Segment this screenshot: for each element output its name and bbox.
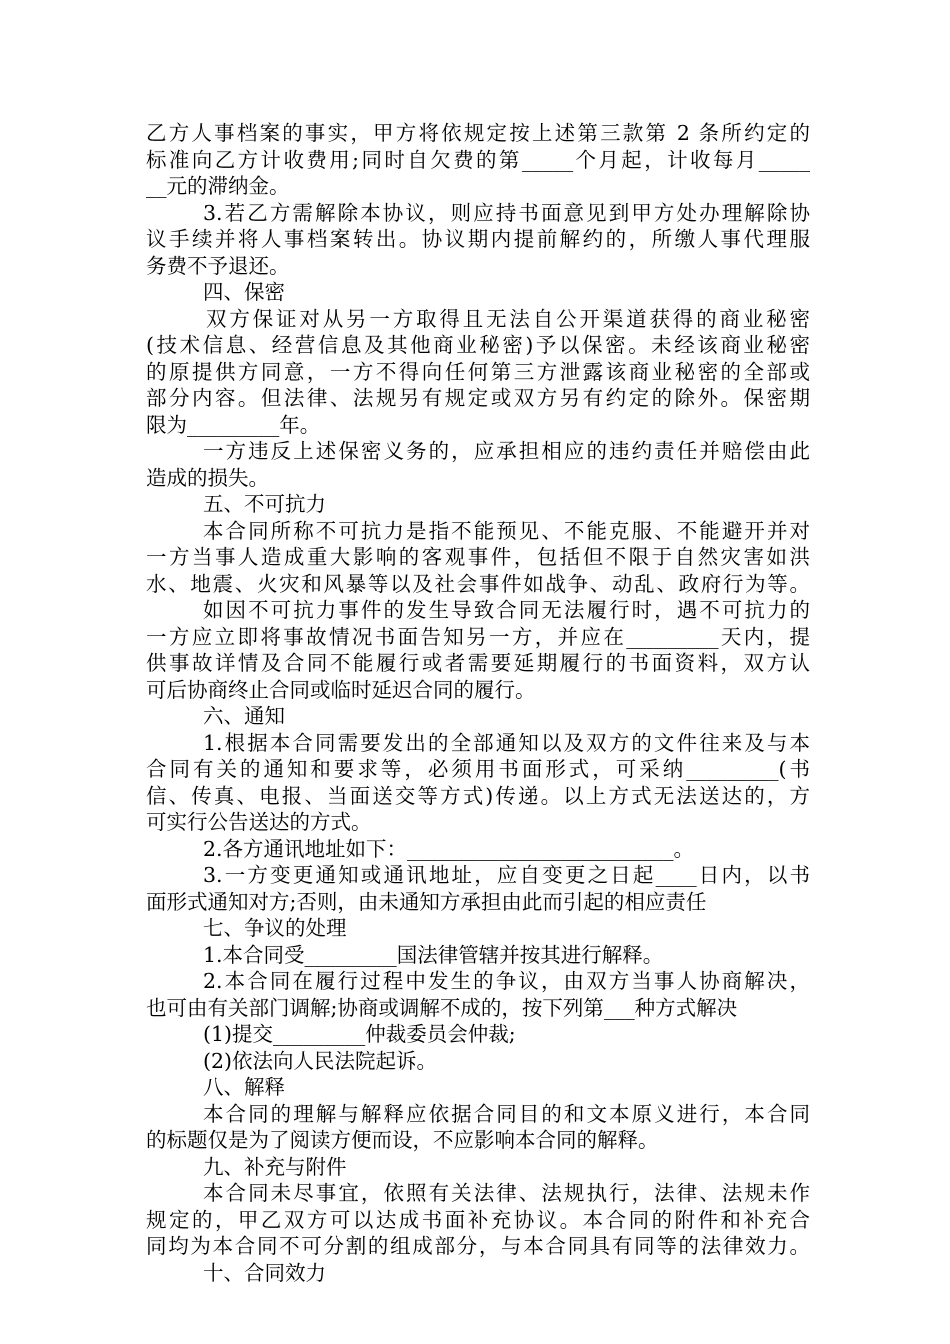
document-line: 一方当事人造成重大影响的客观事件，包括但不限于自然灾害如洪 [146,545,810,569]
document-line: (1)提交_________仲裁委员会仲裁; [203,1022,516,1046]
document-line: 的原提供方同意，一方不得向任何第三方泄露该商业秘密的全部或 [146,359,810,384]
document-line: 也可由有关部门调解;协商或调解不成的，按下列第___种方式解决 [146,995,738,1020]
document-line: 1.本合同受_________国法律管辖并按其进行解释。 [203,942,664,967]
document-line: 乙方人事档案的事实，甲方将依规定按上述第三款第 2 条所约定的 [146,121,810,145]
document-line: (2)依法向人民法院起诉。 [203,1048,438,1073]
document-line: __元的滞纳金。 [146,174,290,198]
document-line: 本合同所称不可抗力是指不能预见、不能克服、不能避开并对 [203,518,810,543]
document-line: 水、地震、火灾和风暴等以及社会事件如战争、动乱、政府行为等。 [146,571,810,596]
document-line: 本合同未尽事宜，依照有关法律、法规执行，法律、法规未作 [203,1181,810,1205]
document-line: 3.一方变更通知或通讯地址，应自变更之日起____日内，以书 [203,863,810,887]
document-line: 部分内容。但法律、法规另有规定或双方另有约定的除外。保密期 [146,386,810,410]
document-line: 四、保密 [203,280,285,304]
document-line: 3.若乙方需解除本协议，则应持书面意见到甲方处办理解除协 [203,200,810,225]
document-line: 标准向乙方计收费用;同时自欠费的第_____个月起，计收每月_____ [146,147,810,172]
document-line: 一方违反上述保密义务的，应承担相应的违约责任并赔偿由此 [203,439,810,463]
document-page [146,120,810,1286]
document-line: 六、通知 [203,704,285,728]
document-line: 八、解释 [203,1075,285,1099]
document-line: 面形式通知对方;否则，由未通知方承担由此而引起的相应责任 [146,889,707,914]
document-line: 十、合同效力 [203,1260,326,1285]
document-line: 信、传真、电报、当面送交等方式)传递。以上方式无法送达的，方 [146,783,810,808]
document-line: 2.本合同在履行过程中发生的争议，由双方当事人协商解决， [203,969,810,993]
document-line: 五、不可抗力 [203,492,326,516]
document-line: 九、补充与附件 [203,1154,347,1179]
document-line: 如因不可抗力事件的发生导致合同无法履行时，遇不可抗力的 [203,598,810,622]
document-line: 务费不予退还。 [146,253,290,278]
document-line: 合同有关的通知和要求等，必须用书面形式，可采纳_________(书 [146,757,810,781]
document-line: 的标题仅是为了阅读方便而设，不应影响本合同的解释。 [146,1128,659,1152]
document-line: 可实行公告送达的方式。 [146,810,372,834]
document-line: (技术信息、经营信息及其他商业秘密)予以保密。未经该商业秘密 [146,333,810,357]
document-line: 可后协商终止合同或临时延迟合同的履行。 [146,677,536,702]
document-line: 双方保证对从另一方取得且无法自公开渠道获得的商业秘密 [206,306,810,331]
document-line: 规定的，甲乙双方可以达成书面补充协议。本合同的附件和补充合 [146,1207,810,1232]
document-line: 造成的损失。 [146,465,269,490]
document-line: 限为_________年。 [146,412,321,437]
document-line: 同均为本合同不可分割的组成部分，与本合同具有同等的法律效力。 [146,1234,810,1258]
document-line: 七、争议的处理 [203,916,347,940]
document-line: 供事故详情及合同不能履行或者需要延期履行的书面资料，双方认 [146,651,810,675]
document-line: 一方应立即将事故情况书面告知另一方，并应在_________天内，提 [146,624,810,649]
document-line: 2.各方通讯地址如下：__________________________。 [203,836,695,861]
document-line: 本合同的理解与解释应依据合同目的和文本原义进行，本合同 [203,1101,810,1126]
document-line: 1.根据本合同需要发出的全部通知以及双方的文件往来及与本 [203,730,810,755]
document-line: 议手续并将人事档案转出。协议期内提前解约的，所缴人事代理服 [146,227,810,251]
